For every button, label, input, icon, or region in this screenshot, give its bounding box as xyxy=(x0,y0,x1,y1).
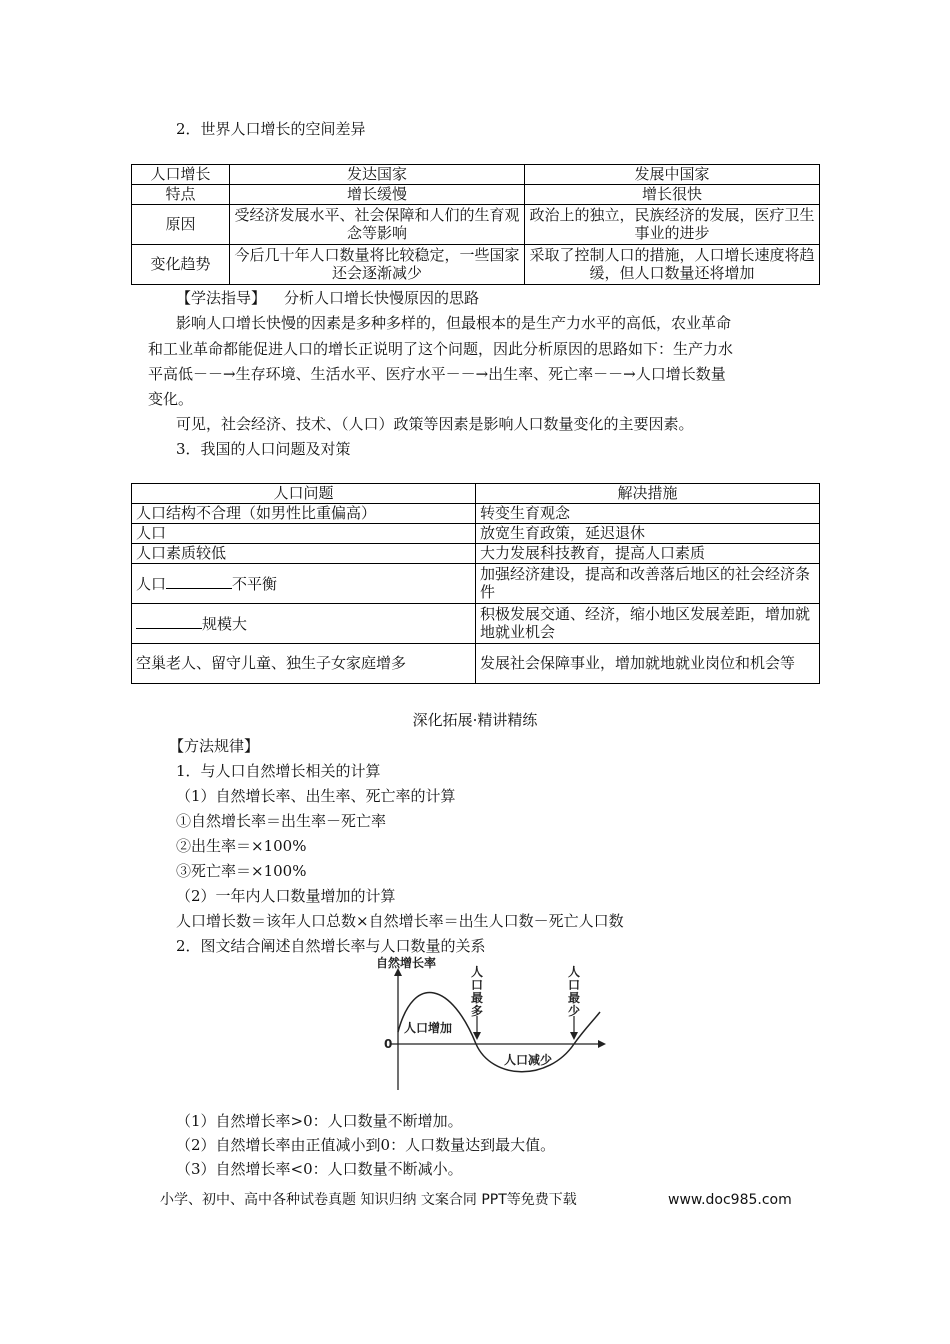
max-label-char: 口 xyxy=(470,978,484,992)
max-label-char: 人 xyxy=(470,965,484,979)
table-cell: 采取了控制人口的措施，人口增长速度将趋缓，但人口数量还将增加 xyxy=(525,245,820,285)
table-row xyxy=(132,504,820,524)
solution-cell: 放宽生育政策，延迟退休 xyxy=(476,524,820,544)
footer-text: 小学、初中、高中各种试卷真题 知识归纳 文案合同 PPT等免费下载 xyxy=(160,1192,577,1208)
table-cell: 受经济发展水平、社会保障和人们的生育观念等影响 xyxy=(230,205,525,245)
method-line: （1）自然增长率、出生率、死亡率的计算 xyxy=(176,787,456,805)
problem-text: 人口 xyxy=(136,574,167,593)
table-china-population-issues xyxy=(131,483,820,684)
max-label xyxy=(471,965,483,1018)
min-label-char: 少 xyxy=(567,1004,581,1018)
problem-cell: 空巢老人、留守儿童、独生子女家庭增多 xyxy=(132,644,476,684)
zero-label: 0 xyxy=(384,1037,393,1051)
table-cell: 原因 xyxy=(132,205,230,245)
table-cell: 特点 xyxy=(132,185,230,205)
decrease-region-label: 人口减少 xyxy=(504,1053,553,1067)
table-header-cell: 发展中国家 xyxy=(525,165,820,185)
method-line: ②出生率＝×100% xyxy=(176,837,307,855)
method-line: 人口增长数＝该年人口总数×自然增长率＝出生人口数－死亡人口数 xyxy=(176,912,624,930)
guide-paragraph-line: 平高低－－→生存环境、生活水平、医疗水平－－→出生率、死亡率－－→人口增长数量 xyxy=(148,365,726,383)
section3-heading: 3．我国的人口问题及对策 xyxy=(176,440,351,458)
footer-url[interactable]: www.doc985.com xyxy=(668,1192,792,1208)
method-line: ③死亡率＝×100% xyxy=(176,862,307,880)
table-row xyxy=(132,205,820,245)
min-label-char: 人 xyxy=(567,965,581,979)
table-row xyxy=(132,544,820,564)
problem-cell: 人口结构不合理（如男性比重偏高） xyxy=(132,504,476,524)
table-header-cell: 解决措施 xyxy=(476,484,820,504)
table-cell: 政治上的独立，民族经济的发展，医疗卫生事业的进步 xyxy=(525,205,820,245)
solution-cell: 发展社会保障事业，增加就地就业岗位和机会等 xyxy=(476,644,820,684)
guide-heading xyxy=(176,289,479,307)
table-cell: 增长缓慢 xyxy=(230,185,525,205)
min-label-char: 最 xyxy=(567,991,581,1005)
guide-title: 分析人口增长快慢原因的思路 xyxy=(284,289,480,307)
increase-region-label: 人口增加 xyxy=(404,1021,453,1035)
table-row xyxy=(132,245,820,285)
table-row xyxy=(132,185,820,205)
guide-tag: 【学法指导】 xyxy=(176,289,267,307)
solution-cell: 转变生育观念 xyxy=(476,504,820,524)
guide-paragraph-line: 和工业革命都能促进人口的增长正说明了这个问题，因此分析原因的思路如下：生产力水 xyxy=(148,340,734,358)
guide-paragraph: 可见，社会经济、技术、（人口）政策等因素是影响人口数量变化的主要因素。 xyxy=(176,415,694,433)
problem-cell: 人口素质较低 xyxy=(132,544,476,564)
table-header-row xyxy=(132,484,820,504)
problem-cell: 人口 xyxy=(132,524,476,544)
table-cell: 今后几十年人口数量将比较稳定，一些国家还会逐渐减少 xyxy=(230,245,525,285)
conclusion-line: （1）自然增长率>0：人口数量不断增加。 xyxy=(176,1112,463,1130)
section-title: 深化拓展·精讲精练 xyxy=(412,711,538,729)
problem-cell xyxy=(132,604,476,644)
solution-cell: 大力发展科技教育，提高人口素质 xyxy=(476,544,820,564)
y-axis-label: 自然增长率 xyxy=(376,956,437,970)
table-row xyxy=(132,644,820,684)
max-label-char: 最 xyxy=(470,991,484,1005)
conclusion-line: （3）自然增长率<0：人口数量不断减小。 xyxy=(176,1160,463,1178)
table-row xyxy=(132,564,820,604)
table-header-row xyxy=(132,165,820,185)
method-line: ①自然增长率＝出生率－死亡率 xyxy=(176,812,387,830)
table-cell: 增长很快 xyxy=(525,185,820,205)
section2-heading: 2．世界人口增长的空间差异 xyxy=(176,120,366,138)
table-cell: 变化趋势 xyxy=(132,245,230,285)
table-header-cell: 发达国家 xyxy=(230,165,525,185)
table-row xyxy=(132,524,820,544)
table-population-growth-comparison xyxy=(131,164,820,285)
method-line: 2．图文结合阐述自然增长率与人口数量的关系 xyxy=(176,937,486,955)
guide-paragraph-line: 影响人口增长快慢的因素是多种多样的，但最根本的是生产力水平的高低，农业革命 xyxy=(176,314,732,332)
problem-text: 不平衡 xyxy=(232,574,278,593)
table-row xyxy=(132,604,820,644)
guide-paragraph-line: 变化。 xyxy=(148,390,194,408)
problem-text: 规模大 xyxy=(202,614,248,633)
table-header-cell: 人口问题 xyxy=(132,484,476,504)
solution-cell: 积极发展交通、经济，缩小地区发展差距，增加就地就业机会 xyxy=(476,604,820,644)
method-line: （2）一年内人口数量增加的计算 xyxy=(176,887,396,905)
max-label-char: 多 xyxy=(470,1004,484,1018)
min-label xyxy=(568,965,580,1018)
fill-blank[interactable] xyxy=(166,574,232,589)
conclusion-line: （2）自然增长率由正值减小到0：人口数量达到最大值。 xyxy=(176,1136,556,1154)
method-line: 1．与人口自然增长相关的计算 xyxy=(176,762,381,780)
problem-cell xyxy=(132,564,476,604)
table-header-cell: 人口增长 xyxy=(132,165,230,185)
growth-rate-diagram xyxy=(370,954,610,1092)
min-label-char: 口 xyxy=(567,978,581,992)
fill-blank[interactable] xyxy=(136,614,202,629)
solution-cell: 加强经济建设，提高和改善落后地区的社会经济条件 xyxy=(476,564,820,604)
method-tag: 【方法规律】 xyxy=(169,737,260,755)
